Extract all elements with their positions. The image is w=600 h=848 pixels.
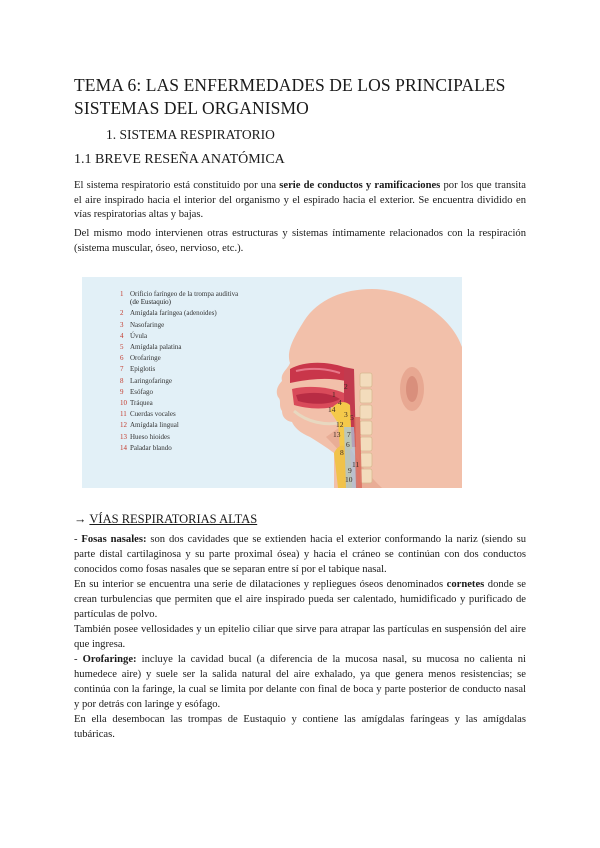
- subsection-heading: 1.1 BREVE RESEÑA ANATÓMICA: [74, 152, 285, 167]
- callout-number: 11: [352, 460, 360, 469]
- legend-number: 3: [120, 320, 124, 329]
- legend-number: 5: [120, 343, 124, 352]
- section-heading: 1. SISTEMA RESPIRATORIO: [106, 127, 275, 142]
- arrow-icon: →: [74, 512, 87, 526]
- intro-paragraph: [74, 179, 526, 223]
- intro-bold-term: serie de conductos y ramificaciones: [279, 180, 441, 191]
- fosas-nasales-label: Fosas nasales:: [81, 534, 147, 545]
- legend-number: 8: [120, 376, 124, 385]
- callout-number: 6: [346, 440, 350, 449]
- legend-number: 10: [120, 399, 127, 408]
- cornetes-paragraph: [74, 577, 526, 622]
- fosas-nasales-text: son dos cavidades que se extienden hacia el exterior conformando la nariz (siendo su parte distal cartilaginosa y su parte proximal ósea) y hacia el cráneo se continúan con dos conductos conocidos como fosas nasales que se separan entre sí por el tabique nasal.: [74, 534, 526, 575]
- legend-label: Amígdala palatina: [130, 343, 182, 352]
- vellosidades-paragraph: También posee vellosidades y un epitelio ciliar que sirve para atrapar las partículas en suspensión del aire que ingresa.: [74, 624, 526, 650]
- orofaringe-label: Orofaringe:: [82, 654, 137, 665]
- callout-number: 5: [350, 413, 354, 422]
- callout-layer: [82, 277, 462, 488]
- legend-label: Tráquea: [130, 399, 153, 408]
- legend-label: Paladar blando: [130, 443, 172, 452]
- cornetes-post: donde se crean turbulencias que permiten que el aire inspirado pueda ser calentado, humidificado y purificado de partículas de polvo.: [74, 579, 526, 620]
- callout-number: 14: [328, 405, 336, 414]
- callout-number: 7: [347, 430, 351, 439]
- upper-airways-title: VÍAS RESPIRATORIAS ALTAS: [89, 512, 258, 526]
- legend-label: Orificio faríngeo de la trompa auditiva: [130, 290, 239, 298]
- cornetes-term: cornetes: [446, 579, 485, 590]
- intro-text-post: por los que transita el aire inspirado hacia el interior del organismo y el espirado hacia el exterior. Se encuentra dividido en vías respiratorias altas y bajas.: [74, 180, 526, 221]
- callout-number: 13: [333, 430, 341, 439]
- legend-sublabel: (de Eustaquio): [130, 298, 172, 307]
- intro-paragraph-2: Del mismo modo intervienen otras estructuras y sistemas íntimamente relacionados con la respiración (sistema muscular, óseo, nervioso, etc.).: [74, 228, 526, 254]
- legend-label: Cuerdas vocales: [130, 410, 176, 419]
- callout-number: 10: [345, 475, 353, 484]
- anatomy-figure: [82, 277, 462, 488]
- callout-number: 1: [332, 390, 336, 399]
- legend-number: 14: [120, 443, 127, 452]
- upper-airways-body: [74, 532, 526, 742]
- callout-number: 2: [344, 382, 348, 391]
- fosas-nasales-paragraph: - Fosas nasales: son dos cavidades que se extienden hacia el exterior conformando la nariz (siendo su parte distal cartilaginosa y su parte proximal ósea) y hacia el cráneo se continúan con dos conductos conocidos como fosas nasales que se separan entre sí por el tabique nasal.: [74, 534, 526, 575]
- legend-number: 9: [120, 387, 124, 396]
- legend-label: Epiglotis: [130, 365, 156, 374]
- legend-label: Úvula: [130, 331, 148, 340]
- legend-number: 13: [120, 432, 127, 441]
- orofaringe-paragraph: - Orofaringe: incluye la cavidad bucal (a diferencia de la mucosa nasal, su mucosa no calienta ni humedece aire) y suele ser la salida natural del aire exhalado, ya que genera menos resistencias; se continúa con la faringe, la cual se limita por delante con final de boca y parte posterior de conducto nasal y por detrás con laringe y esófago.: [74, 654, 526, 710]
- callout-number: 12: [336, 420, 344, 429]
- callout-number: 8: [340, 448, 344, 457]
- callout-number: 4: [338, 398, 342, 407]
- orofaringe-text: incluye la cavidad bucal (a diferencia de la mucosa nasal, su mucosa no calienta ni humedece aire) y suele ser la salida natural del aire exhalado, ya que genera menos resistencias; se continúa con la faringe, la cual se limita por delante con final de boca y parte posterior de conducto nasal y por detrás con laringe y esófago.: [74, 654, 526, 710]
- legend-label: Amígdala faríngea (adenoides): [130, 309, 217, 318]
- legend-label: Laringofaringe: [130, 376, 172, 385]
- legend-number: 1: [120, 290, 124, 298]
- legend-number: 7: [120, 365, 124, 374]
- legend-label: Orofaringe: [130, 354, 161, 363]
- callout-number: 3: [344, 410, 348, 419]
- upper-airways-heading: [74, 512, 257, 527]
- legend-label: Nasofaringe: [130, 320, 165, 329]
- legend-number: 11: [120, 410, 127, 419]
- eustaquio-paragraph: En ella desembocan las trompas de Eustaquio y contiene las amígdalas faríngeas y las amígdalas tubáricas.: [74, 714, 526, 740]
- legend-label: Amígdala lingual: [130, 421, 179, 430]
- legend-number: 4: [120, 331, 124, 340]
- legend-label: Esófago: [130, 387, 153, 396]
- callout-number: 9: [348, 466, 352, 475]
- legend-label: Hueso hioides: [130, 432, 170, 441]
- document-title: TEMA 6: LAS ENFERMEDADES DE LOS PRINCIPALES SISTEMAS DEL ORGANISMO: [74, 75, 506, 118]
- cornetes-pre: En su interior se encuentra una serie de dilataciones y repliegues óseos denominados: [74, 579, 447, 590]
- legend-number: 6: [120, 354, 124, 363]
- legend-number: 2: [120, 309, 124, 318]
- legend-number: 12: [120, 421, 127, 430]
- intro-text-pre: El sistema respiratorio está constituido por una: [74, 180, 280, 191]
